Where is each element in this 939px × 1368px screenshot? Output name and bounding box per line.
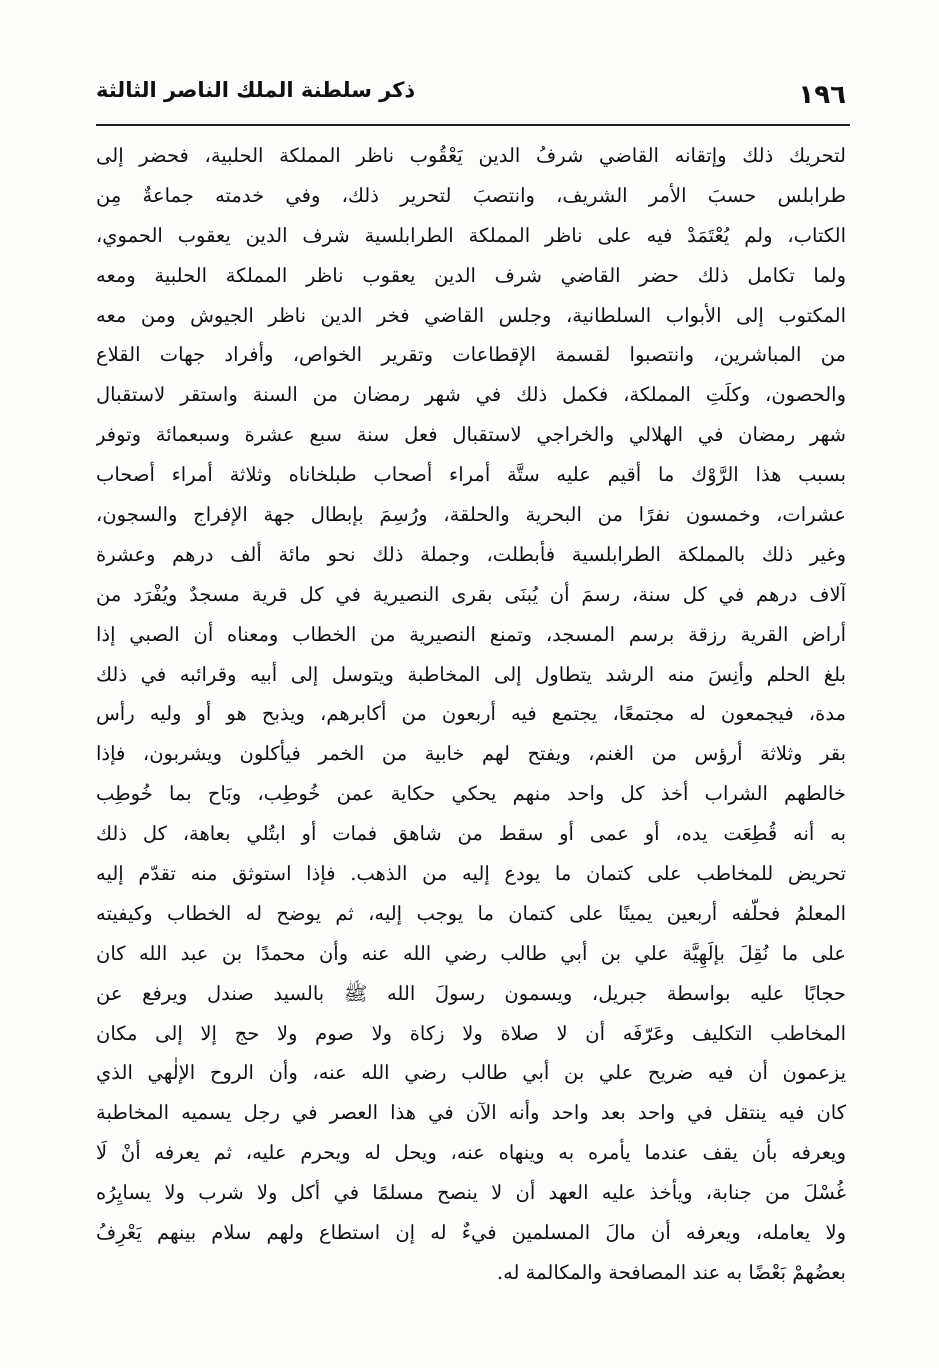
- text-line: كان فيه ينتقل في واحد بعد واحد وأنه الآن في هذا العصر في رجل يسميه المخاطبة: [96, 1101, 846, 1125]
- text-line: خالطهم الشراب أخذ كل واحد منهم يحكي حكاية عمن خُوطِب، وبَاح بما خُوطِب: [96, 782, 846, 806]
- text-line: على ما نُقِلَ بإلَهِيَّة علي بن أبي طالب رضي الله عنه وأن محمدًا بن عبد الله كان: [96, 941, 846, 965]
- text-line: وغير ذلك بالمملكة الطرابلسية فأبطلت، وجملة ذلك نحو مائة ألف درهم وعشرة: [96, 542, 846, 566]
- text-line: مدة، فيجمعون له مجتمعًا، يجتمع فيه أربعون من أكابرهم، ويذبح هو أو وليه رأس: [96, 702, 846, 726]
- text-line: شهر رمضان في الهلالي والخراجي لاستقبال فعل سنة سبع عشرة وسبعمائة وتوفر: [96, 423, 846, 447]
- text-line: به أنه قُطِعَت يده، أو عمى أو سقط من شاهق فمات أو ابتُلي بعاهة، كل ذلك: [96, 822, 846, 846]
- text-line: أراض القرية رزقة برسم المسجد، وتمنع النصيرية من الخطاب ومعناه أن الصبي إذا: [96, 622, 846, 646]
- text-line: لتحريك ذلك وإتقانه القاضي شرفُ الدين يَعْقُوب ناظر المملكة الحلبية، فحضر إلى: [96, 144, 846, 167]
- text-line: الكتاب، ولم يُعْتَمَدْ فيه على ناظر المملكة الطرابلسية شرف الدين يعقوب الحموي،: [96, 223, 846, 247]
- text-line: المخاطب التكليف وعَرّفَه أن لا صلاة ولا زكاة ولا صوم ولا حج إلا إلى مكان: [96, 1021, 846, 1045]
- text-line: آلاف درهم في كل سنة، رسمَ أن يُبنَى بقرى النصيرية في كل قرية مسجدٌ ويُفْرَد من: [96, 582, 846, 606]
- text-line: ولما تكامل ذلك حضر القاضي شرف الدين يعقوب ناظر المملكة الحلبية ومعه: [96, 263, 846, 287]
- body-text: [96, 136, 846, 1336]
- running-title: ذكر سلطنة الملك الناصر الثالثة: [96, 78, 416, 102]
- page-number: ١٩٦: [798, 80, 846, 110]
- text-line: عشرات، وخمسون نفرًا من البحرية والحلقة، ورُسِمَ بإبطال جهة الإفراج والسجون،: [96, 503, 846, 527]
- text-line: طرابلس حسبَ الأمر الشريف، وانتصبَ لتحرير ذلك، وفي خدمته جماعةٌ مِن: [96, 183, 846, 207]
- text-line: ولا يعامله، ويعرفه أن مالَ المسلمين فيءٌ له إن استطاع ولهم سلام بينهم يَعْرِفُ: [96, 1221, 846, 1245]
- text-line: بقر وثلاثة أرؤس من الغنم، ويفتح لهم خابية من الخمر فيأكلون ويشربون، فإذا: [96, 742, 846, 766]
- text-line: بعضُهمْ بَعْضًا به عند المصافحة والمكالمة له.: [496, 1260, 846, 1284]
- header-divider: [96, 124, 850, 126]
- text-line: يزعمون أن فيه ضريح علي بن أبي طالب رضي الله عنه، وأن الروح الإلٰهي الذي: [96, 1061, 846, 1085]
- text-line: ويعرفه بأن يقف عندما يأمره به وينهاه عنه، ويحل له ويحرم عليه، ثم يعرفه أنْ لَا: [96, 1141, 846, 1165]
- text-line: بلغ الحلم وأنِسَ منه الرشد يتطاول إلى المخاطبة ويتوسل إلى أبيه وقرائبه في ذلك: [96, 662, 846, 686]
- text-line: بسبب هذا الرَّوْك ما أقيم عليه ستَّة أمراء أصحاب طبلخاناه وثلاثة أمراء أصحاب: [96, 463, 846, 487]
- text-line: حجابًا عليه بواسطة جبريل، ويسمون رسولَ الله ﷺ بالسيد صندل ويرفع عن: [96, 981, 846, 1005]
- text-line: المكتوب إلى الأبواب السلطانية، وجلس القاضي فخر الدين ناظر الجيوش ومن معه: [96, 303, 846, 327]
- page-header: [96, 72, 846, 120]
- text-line: المعلمُ فحلّفه أربعين يمينًا على كتمان ما يوجب إليه، ثم يوضح له الخطاب وكيفيته: [96, 901, 846, 925]
- text-line: غُسْلَ من جنابة، ويأخذ عليه العهد أن لا ينصح مسلمًا في أكل ولا شرب ولا يسايِرُه: [96, 1181, 846, 1205]
- text-line: تحريض للمخاطب على كتمان ما يودع إليه من الذهب. فإذا استوثق منه تقدّم إليه: [96, 862, 846, 886]
- text-line: والحصون، وكلَتِ المملكة، فكمل ذلك في شهر رمضان من السنة واستقر لاستقبال: [96, 383, 846, 407]
- text-line: من المباشرين، وانتصبوا لقسمة الإقطاعات وتقرير الخواص، وأفراد جهات القلاع: [96, 343, 846, 367]
